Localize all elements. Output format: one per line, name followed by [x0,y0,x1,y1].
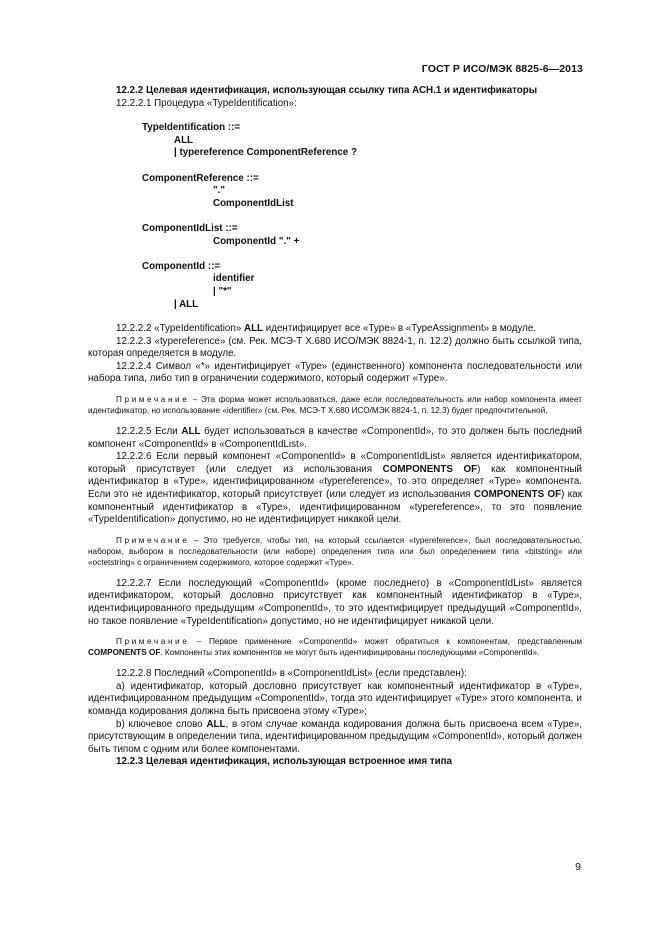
section-heading-12-2-3: 12.2.3 Целевая идентификация, использующая встроенное имя типа [116,756,453,768]
document-body [88,85,582,769]
document-header: ГОСТ Р ИСО/МЭК 8825-6—2013 [421,63,583,75]
paragraph-12-2-2-1: 12.2.2.1 Процедура «TypeIdentification»: [116,97,297,109]
grammar-line: identifier [213,273,255,285]
list-item-a: a) идентификатор, который дословно присутствует как компонентный идентификатор в «Type», идентифицированном предыдущим «ComponentId», тогда это идентифицирует «Type» этого компонента, и команда кодирования должна быть присвоена этому «Type»; [88,680,582,717]
note-1: Примечание – Эта форма может использоваться, даже если последовательность или набор компонента имеет идентификатор, но использование «identifier» (см. Рек. МСЭ-Т Х.680 ИСО/МЭК 8824-1, п. 12.3) будет предпочтительной. [88,395,582,416]
section-heading-12-2-2: 12.2.2 Целевая идентификация, использующая ссылку типа АСН.1 и идентификаторы [116,85,538,96]
note-3: Примечание – Первое применение «ComponentId» может обратиться к компонентам, представленным COMPONENTS OF. Компоненты этих компонентов не могут быть идентифицированы последующими «ComponentId». [88,637,582,658]
grammar-line: ComponentIdList ::= [142,222,238,234]
grammar-line: ALL [174,134,194,146]
grammar-line: | typereference ComponentReference ? [174,147,357,159]
paragraph-12-2-2-8: 12.2.2.8 Последний «ComponentId» в «ComponentIdList» (если представлен): [116,668,467,680]
grammar-line: "." [213,185,226,197]
paragraph-12-2-2-6: 12.2.2.6 Если первый компонент «ComponentId» в «ComponentIdList» является идентификатором, который присутствует (или следует из использования COMPONENTS OF) как компонентный идентификатор в «Type», идентифицированном «typereference», то это определяет «Type» компонента. Если это не идентификатор, который присутствует (или следует из использования COMPONENTS OF) как компонентный идентификатор в «Type», идентифицированном «typereference», то это появление «TypeIdentification» допустимо, но не идентифицирует никакой цели. [88,451,582,526]
grammar-line: ComponentIdList [213,197,294,209]
grammar-block [88,122,582,311]
grammar-line: ComponentId "." + [213,235,300,247]
note-label: Примечание [116,637,190,647]
grammar-line: ComponentId ::= [142,260,221,272]
grammar-line: TypeIdentification ::= [142,122,241,134]
note-2: Примечание – Это требуется, чтобы тип, на который ссылается «typereference», был последовательностью, набором, выбором в последовательности (или наборе) определения типа или был определением типа «bitstring» или «octetstring» с ограничением содержимого, которое содержит «Type». [88,535,582,567]
grammar-line: | "*" [213,285,232,297]
paragraph-12-2-2-5: 12.2.2.5 Если ALL будет использоваться в качестве «ComponentId», то это должен быть последний компонент «ComponentId» в «ComponentIdList». [88,426,582,450]
paragraph-12-2-2-4: 12.2.2.4 Символ «*» идентифицирует «Type» (единственного) компонента последовательности или набора типа, либо тип в ограничении содержимого, который содержит «Type». [88,360,582,385]
list-item-b: b) ключевое слово ALL, в этом случае команда кодирования должна быть присвоена всем «Type», присутствующим в определении типа, идентифицированном предыдущим «ComponentId», который должен быть типом с одним или более компонентами. [88,718,583,755]
grammar-line: ComponentReference ::= [142,172,259,184]
paragraph-12-2-2-3: 12.2.2.3 «typereference» (см. Рек. МСЭ-Т Х.680 ИСО/МЭК 8824-1, п. 12.2) должно быть ссылкой типа, которая определяется в модуле. [88,335,582,360]
note-label: Примечание [116,395,190,405]
paragraph-12-2-2-2: 12.2.2.2 «TypeIdentification» ALL идентифицирует все «Type» в «TypeAssignment» в модуле. [116,323,537,335]
paragraph-12-2-2-7: 12.2.2.7 Если последующий «ComponentId» (кроме последнего) в «ComponentIdList» является идентификатором, который дословно присутствует как компонентный идентификатор в «Type», идентифицированного предыдущим «ComponentId», то это идентифицирует предыдущий «ComponentId», но такое появление «TypeIdentification» допустимо, но не идентифицирует никакой цели. [88,577,582,627]
grammar-line: | ALL [174,298,199,310]
page-number: 9 [575,861,581,873]
note-label: Примечание [116,535,190,545]
